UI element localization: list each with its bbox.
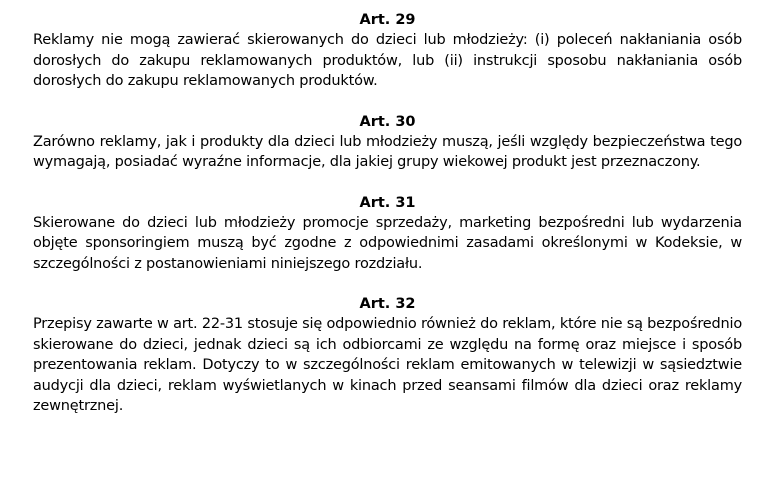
article-text: Skierowane do dzieci lub młodzieży promocje sprzedaży, marketing bezpośredni lub wydarzenia objęte sponsoringiem muszą być zgodne z odpowiednimi zasadami określonymi w Kodeksie, w szczególności z postanowieniami niniejszego rozdziału.	[33, 214, 742, 272]
document-page	[33, 10, 742, 417]
article-text: Przepisy zawarte w art. 22-31 stosuje się odpowiednio również do reklam, które nie są bezpośrednio skierowane do dzieci, jednak dzieci są ich odbiorcami ze względu na formę oraz miejsce i sposób prezentowania reklam. Dotyczy to w szczególności reklam emitowanych w telewizji w sąsiedztwie audycji dla dzieci, reklam wyświetlanych w kinach przed seansami filmów dla dzieci oraz reklamy zewnętrznej.	[33, 316, 742, 414]
article-title: Art. 30	[359, 113, 416, 130]
article-30	[33, 112, 742, 173]
article-31	[33, 193, 742, 275]
article-title: Art. 32	[359, 296, 416, 312]
article-title: Art. 29	[359, 12, 416, 28]
article-32	[33, 294, 742, 417]
article-text: Zarówno reklamy, jak i produkty dla dzieci lub młodzieży muszą, jeśli względy bezpieczeństwa tego wymagają, posiadać wyraźne informacje, dla jakiej grupy wiekowej produkt jest przeznaczony.	[33, 133, 742, 170]
article-text: Reklamy nie mogą zawierać skierowanych do dzieci lub młodzieży: (i) poleceń nakłaniania osób dorosłych do zakupu reklamowanych produktów, lub (ii) instrukcji sposobu nakłaniania osób dorosłych do zakupu reklamowanych produktów.	[33, 32, 742, 89]
article-spacer	[33, 173, 742, 193]
article-spacer	[33, 92, 742, 112]
article-29	[33, 10, 742, 92]
article-title: Art. 31	[359, 194, 416, 211]
article-spacer	[33, 274, 742, 294]
